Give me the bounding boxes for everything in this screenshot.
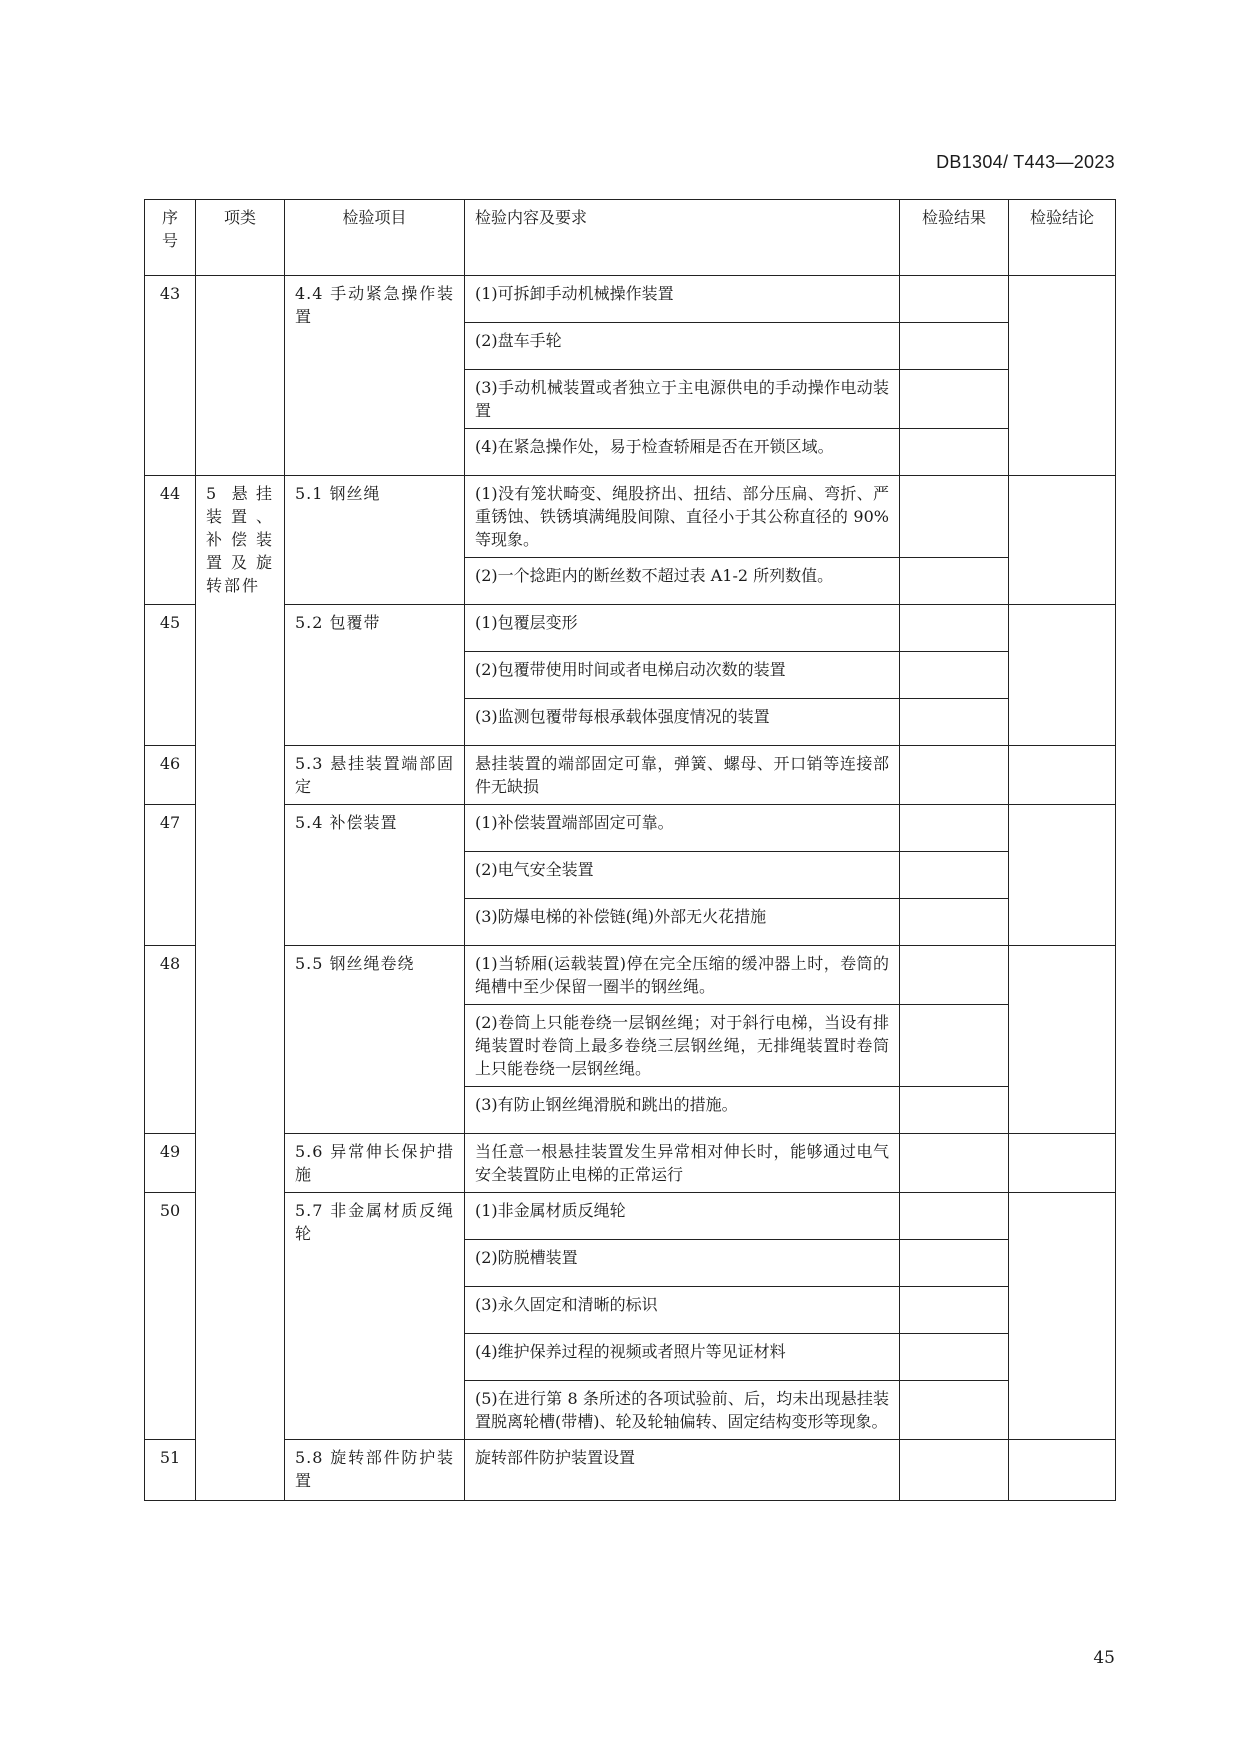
- conclusion-cell[interactable]: [1009, 805, 1116, 946]
- item-cell: 5.8 旋转部件防护装置: [285, 1440, 465, 1501]
- requirement-cell: (2)包覆带使用时间或者电梯启动次数的装置: [465, 652, 900, 699]
- item-cell: 5.4 补偿装置: [285, 805, 465, 946]
- conclusion-cell[interactable]: [1009, 605, 1116, 746]
- seq-cell: 47: [145, 805, 196, 946]
- column-header-category: 项类: [196, 200, 285, 276]
- seq-cell: 46: [145, 746, 196, 805]
- requirement-cell: (1)当轿厢(运载装置)停在完全压缩的缓冲器上时，卷筒的绳槽中至少保留一圈半的钢丝绳。: [465, 946, 900, 1005]
- result-cell[interactable]: [900, 276, 1009, 323]
- seq-cell: 49: [145, 1134, 196, 1193]
- requirement-cell: (4)维护保养过程的视频或者照片等见证材料: [465, 1334, 900, 1381]
- conclusion-cell[interactable]: [1009, 746, 1116, 805]
- result-cell[interactable]: [900, 1005, 1009, 1087]
- item-cell: 4.4 手动紧急操作装置: [285, 276, 465, 476]
- item-cell: 5.7 非金属材质反绳轮: [285, 1193, 465, 1440]
- requirement-cell: (2)电气安全装置: [465, 852, 900, 899]
- requirement-cell: (1)包覆层变形: [465, 605, 900, 652]
- requirement-cell: (2)防脱槽装置: [465, 1240, 900, 1287]
- requirement-cell: 悬挂装置的端部固定可靠，弹簧、螺母、开口销等连接部件无缺损: [465, 746, 900, 805]
- result-cell[interactable]: [900, 1134, 1009, 1193]
- result-cell[interactable]: [900, 1193, 1009, 1240]
- requirement-cell: (2)盘车手轮: [465, 323, 900, 370]
- result-cell[interactable]: [900, 429, 1009, 476]
- requirement-cell: (3)永久固定和清晰的标识: [465, 1287, 900, 1334]
- result-cell[interactable]: [900, 323, 1009, 370]
- table-header-row: [145, 200, 1116, 276]
- result-cell[interactable]: [900, 1334, 1009, 1381]
- table-row: [145, 946, 1116, 1005]
- result-cell[interactable]: [900, 746, 1009, 805]
- result-cell[interactable]: [900, 370, 1009, 429]
- seq-cell: 44: [145, 476, 196, 605]
- table-row: [145, 805, 1116, 852]
- document-code: DB1304/ T443—2023: [936, 152, 1115, 172]
- requirement-cell: 旋转部件防护装置设置: [465, 1440, 900, 1501]
- result-cell[interactable]: [900, 699, 1009, 746]
- result-cell[interactable]: [900, 1240, 1009, 1287]
- column-header-item: 检验项目: [285, 200, 465, 276]
- result-cell[interactable]: [900, 1087, 1009, 1134]
- result-cell[interactable]: [900, 805, 1009, 852]
- requirement-cell: (4)在紧急操作处，易于检查轿厢是否在开锁区域。: [465, 429, 900, 476]
- requirement-cell: (1)没有笼状畸变、绳股挤出、扭结、部分压扁、弯折、严重锈蚀、铁锈填满绳股间隙、直径小于其公称直径的 90%等现象。: [465, 476, 900, 558]
- seq-cell: 45: [145, 605, 196, 746]
- conclusion-cell[interactable]: [1009, 1193, 1116, 1440]
- requirement-cell: (3)监测包覆带每根承载体强度情况的装置: [465, 699, 900, 746]
- inspection-table: [144, 199, 1116, 1501]
- seq-cell: 50: [145, 1193, 196, 1440]
- table-row: [145, 1440, 1116, 1501]
- category-cell-empty: [196, 276, 285, 476]
- item-cell: 5.2 包覆带: [285, 605, 465, 746]
- requirement-cell: (5)在进行第 8 条所述的各项试验前、后，均未出现悬挂装置脱离轮槽(带槽)、轮及轮轴偏转、固定结构变形等现象。: [465, 1381, 900, 1440]
- seq-cell: 51: [145, 1440, 196, 1501]
- result-cell[interactable]: [900, 605, 1009, 652]
- column-header-conclusion: 检验结论: [1009, 200, 1116, 276]
- table-row: [145, 746, 1116, 805]
- requirement-cell: (2)卷筒上只能卷绕一层钢丝绳；对于斜行电梯，当设有排绳装置时卷筒上最多卷绕三层钢丝绳，无排绳装置时卷筒上只能卷绕一层钢丝绳。: [465, 1005, 900, 1087]
- result-cell[interactable]: [900, 946, 1009, 1005]
- conclusion-cell[interactable]: [1009, 1134, 1116, 1193]
- column-header-result: 检验结果: [900, 200, 1009, 276]
- item-cell: 5.1 钢丝绳: [285, 476, 465, 605]
- requirement-cell: (3)手动机械装置或者独立于主电源供电的手动操作电动装置: [465, 370, 900, 429]
- conclusion-cell[interactable]: [1009, 946, 1116, 1134]
- result-cell[interactable]: [900, 899, 1009, 946]
- table-row: [145, 1134, 1116, 1193]
- requirement-cell: (1)非金属材质反绳轮: [465, 1193, 900, 1240]
- requirement-cell: (1)补偿装置端部固定可靠。: [465, 805, 900, 852]
- seq-cell: 48: [145, 946, 196, 1134]
- result-cell[interactable]: [900, 652, 1009, 699]
- requirement-cell: 当任意一根悬挂装置发生异常相对伸长时，能够通过电气安全装置防止电梯的正常运行: [465, 1134, 900, 1193]
- item-cell: 5.6 异常伸长保护措施: [285, 1134, 465, 1193]
- conclusion-cell[interactable]: [1009, 476, 1116, 605]
- requirement-cell: (3)防爆电梯的补偿链(绳)外部无火花措施: [465, 899, 900, 946]
- conclusion-cell[interactable]: [1009, 276, 1116, 476]
- table-row: [145, 1193, 1116, 1240]
- requirement-cell: (2)一个捻距内的断丝数不超过表 A1-2 所列数值。: [465, 558, 900, 605]
- result-cell[interactable]: [900, 558, 1009, 605]
- result-cell[interactable]: [900, 1287, 1009, 1334]
- column-header-seq: 序号: [145, 200, 196, 276]
- requirement-cell: (1)可拆卸手动机械操作装置: [465, 276, 900, 323]
- result-cell[interactable]: [900, 476, 1009, 558]
- item-cell: 5.5 钢丝绳卷绕: [285, 946, 465, 1134]
- table-row: [145, 276, 1116, 323]
- result-cell[interactable]: [900, 1381, 1009, 1440]
- seq-cell: 43: [145, 276, 196, 476]
- result-cell[interactable]: [900, 852, 1009, 899]
- item-cell: 5.3 悬挂装置端部固定: [285, 746, 465, 805]
- conclusion-cell[interactable]: [1009, 1440, 1116, 1501]
- table-row: [145, 605, 1116, 652]
- page-number: 45: [1093, 1648, 1115, 1668]
- requirement-cell: (3)有防止钢丝绳滑脱和跳出的措施。: [465, 1087, 900, 1134]
- table-row: [145, 476, 1116, 558]
- column-header-content: 检验内容及要求: [465, 200, 900, 276]
- category-cell: 5 悬挂装置、补偿装置及旋转部件: [196, 476, 285, 1501]
- result-cell[interactable]: [900, 1440, 1009, 1501]
